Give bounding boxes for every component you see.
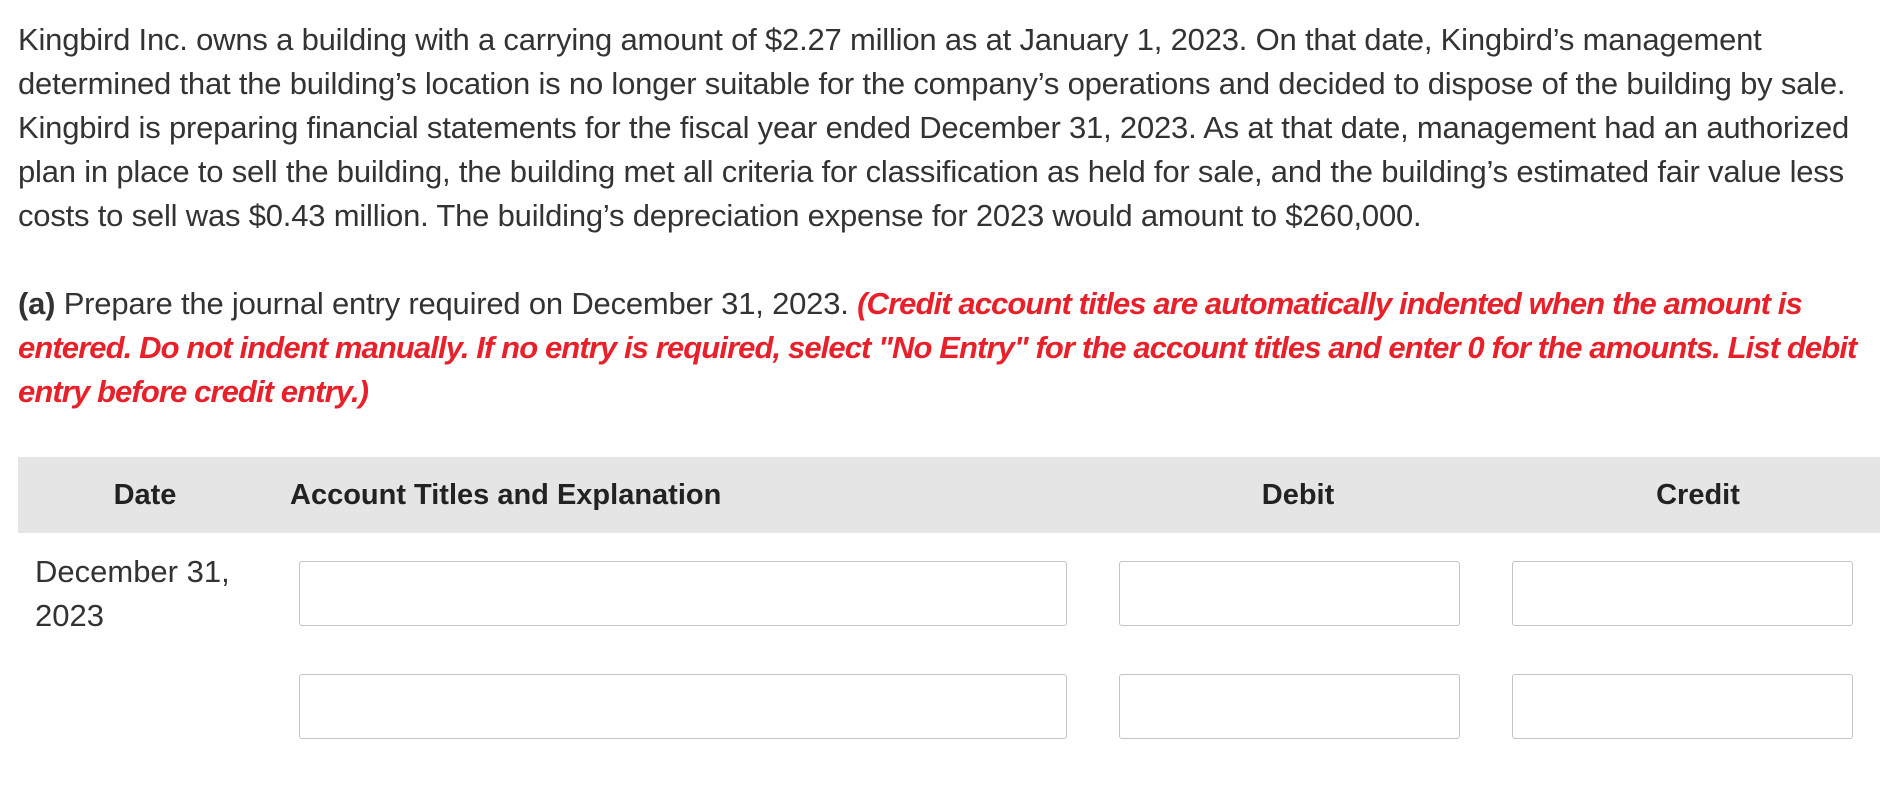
credit-input-row-1[interactable] bbox=[1512, 561, 1853, 626]
account-title-input-row-2[interactable] bbox=[299, 674, 1067, 739]
question-part-a bbox=[18, 282, 1878, 414]
question-label: (a) bbox=[18, 286, 56, 321]
debit-input-row-2[interactable] bbox=[1119, 674, 1460, 739]
column-header-credit: Credit bbox=[1656, 479, 1740, 511]
account-title-input-row-1[interactable] bbox=[299, 561, 1067, 626]
debit-input-row-1[interactable] bbox=[1119, 561, 1460, 626]
journal-table-header bbox=[18, 457, 1880, 533]
credit-input-row-2[interactable] bbox=[1512, 674, 1853, 739]
column-header-debit: Debit bbox=[1261, 479, 1335, 511]
problem-statement: Kingbird Inc. owns a building with a carrying amount of $2.27 million as at January 1, 2023. On that date, Kingbird’s management determined that the building’s location is no longer suitable for the company’s operations and decided to dispose of the building by sale. Kingbird is preparing financial statements for the fiscal year ended December 31, 2023. As at that date, management had an authorized plan in place to sell the building, the building met all criteria for classification as held for sale, and the building’s estimated fair value less costs to sell was $0.43 million. The building’s depreciation expense for 2023 would amount to $260,000. bbox=[18, 22, 1850, 233]
column-header-account-titles: Account Titles and Explanation bbox=[290, 479, 722, 511]
column-header-date: Date bbox=[113, 479, 177, 511]
question-prompt: Prepare the journal entry required on December 31, 2023. bbox=[55, 286, 858, 321]
entry-date: December 31, 2023 bbox=[35, 554, 230, 633]
question-instructions: (Credit account titles are automatically indented when the amount is entered. Do not indent manually. If no entry is required, select "No Entry" for the account titles and enter 0 for the amounts. List debit entry before credit entry.) bbox=[18, 286, 1857, 409]
